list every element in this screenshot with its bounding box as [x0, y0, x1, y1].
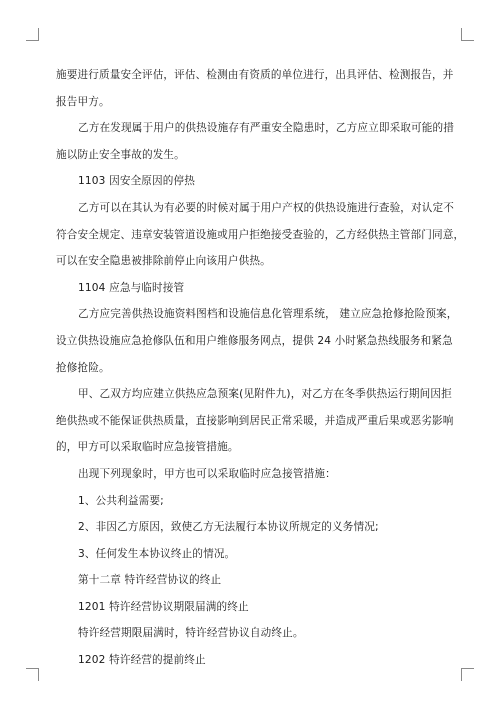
- text-line: 乙方可以在其认为有必要的时候对属于用户产权的供热设施进行查验，对认定不: [78, 201, 455, 214]
- text-line: 甲、乙双方均应建立供热应急预案(见附件九)，对乙方在冬季供热运行期间因拒: [78, 388, 452, 401]
- text-line: 的，甲方可以采取临时应急接管措施。: [56, 441, 239, 454]
- text-line: 1103 因安全原因的停热: [78, 175, 196, 188]
- text-line: 施要进行质量安全评估，评估、检测由有资质的单位进行，出具评估、检测报告，并: [56, 69, 454, 81]
- text-line: 乙方应完善供热设施资料图档和设施信息化管理系统， 建立应急抢修抢险预案，: [78, 308, 458, 321]
- crop-mark-bottom-left: [26, 668, 39, 681]
- text-line: 设立供热设施应急抢修队伍和用户维修服务网点，提供 24 小时紧急热线服务和紧急: [56, 334, 453, 347]
- text-line: 3、任何发生本协议终止的情况。: [78, 547, 236, 560]
- text-line: 1104 应急与临时接管: [78, 281, 185, 294]
- text-line: 1202 特许经营的提前终止: [78, 654, 206, 667]
- crop-mark-top-right: [461, 28, 474, 41]
- text-line: 出现下列现象时，甲方也可以采取临时应急接管措施：: [78, 467, 336, 480]
- document-body: [56, 68, 465, 680]
- text-line: 乙方在发现属于用户的供热设施存有严重安全隐患时，乙方应立即采取可能的措: [78, 122, 455, 135]
- text-line: 绝供热或不能保证供热质量，直接影响到居民正常采暖，并造成严重后果或恶劣影响: [56, 414, 454, 427]
- text-line: 施以防止安全事故的发生。: [56, 148, 185, 161]
- text-line: 符合安全规定、违章安装管道设施或用户拒绝接受查验的，乙方经供热主管部门同意，: [56, 228, 465, 241]
- text-line: 特许经营期限届满时，特许经营协议自动终止。: [78, 627, 304, 640]
- text-line: 1、公共利益需要;: [78, 494, 164, 507]
- text-line: 1201 特许经营协议期限届满的终止: [78, 600, 249, 613]
- text-line: 第十二章 特许经营协议的终止: [78, 574, 222, 587]
- crop-mark-top-left: [26, 28, 39, 41]
- text-line: 报告甲方。: [56, 95, 110, 108]
- text-line: 可以在安全隐患被排除前停止向该用户供热。: [56, 255, 271, 268]
- crop-mark-bottom-right: [461, 668, 474, 681]
- text-line: 2、非因乙方原因，致使乙方无法履行本协议所规定的义务情况;: [78, 521, 379, 534]
- text-line: 抢修抢险。: [56, 361, 110, 374]
